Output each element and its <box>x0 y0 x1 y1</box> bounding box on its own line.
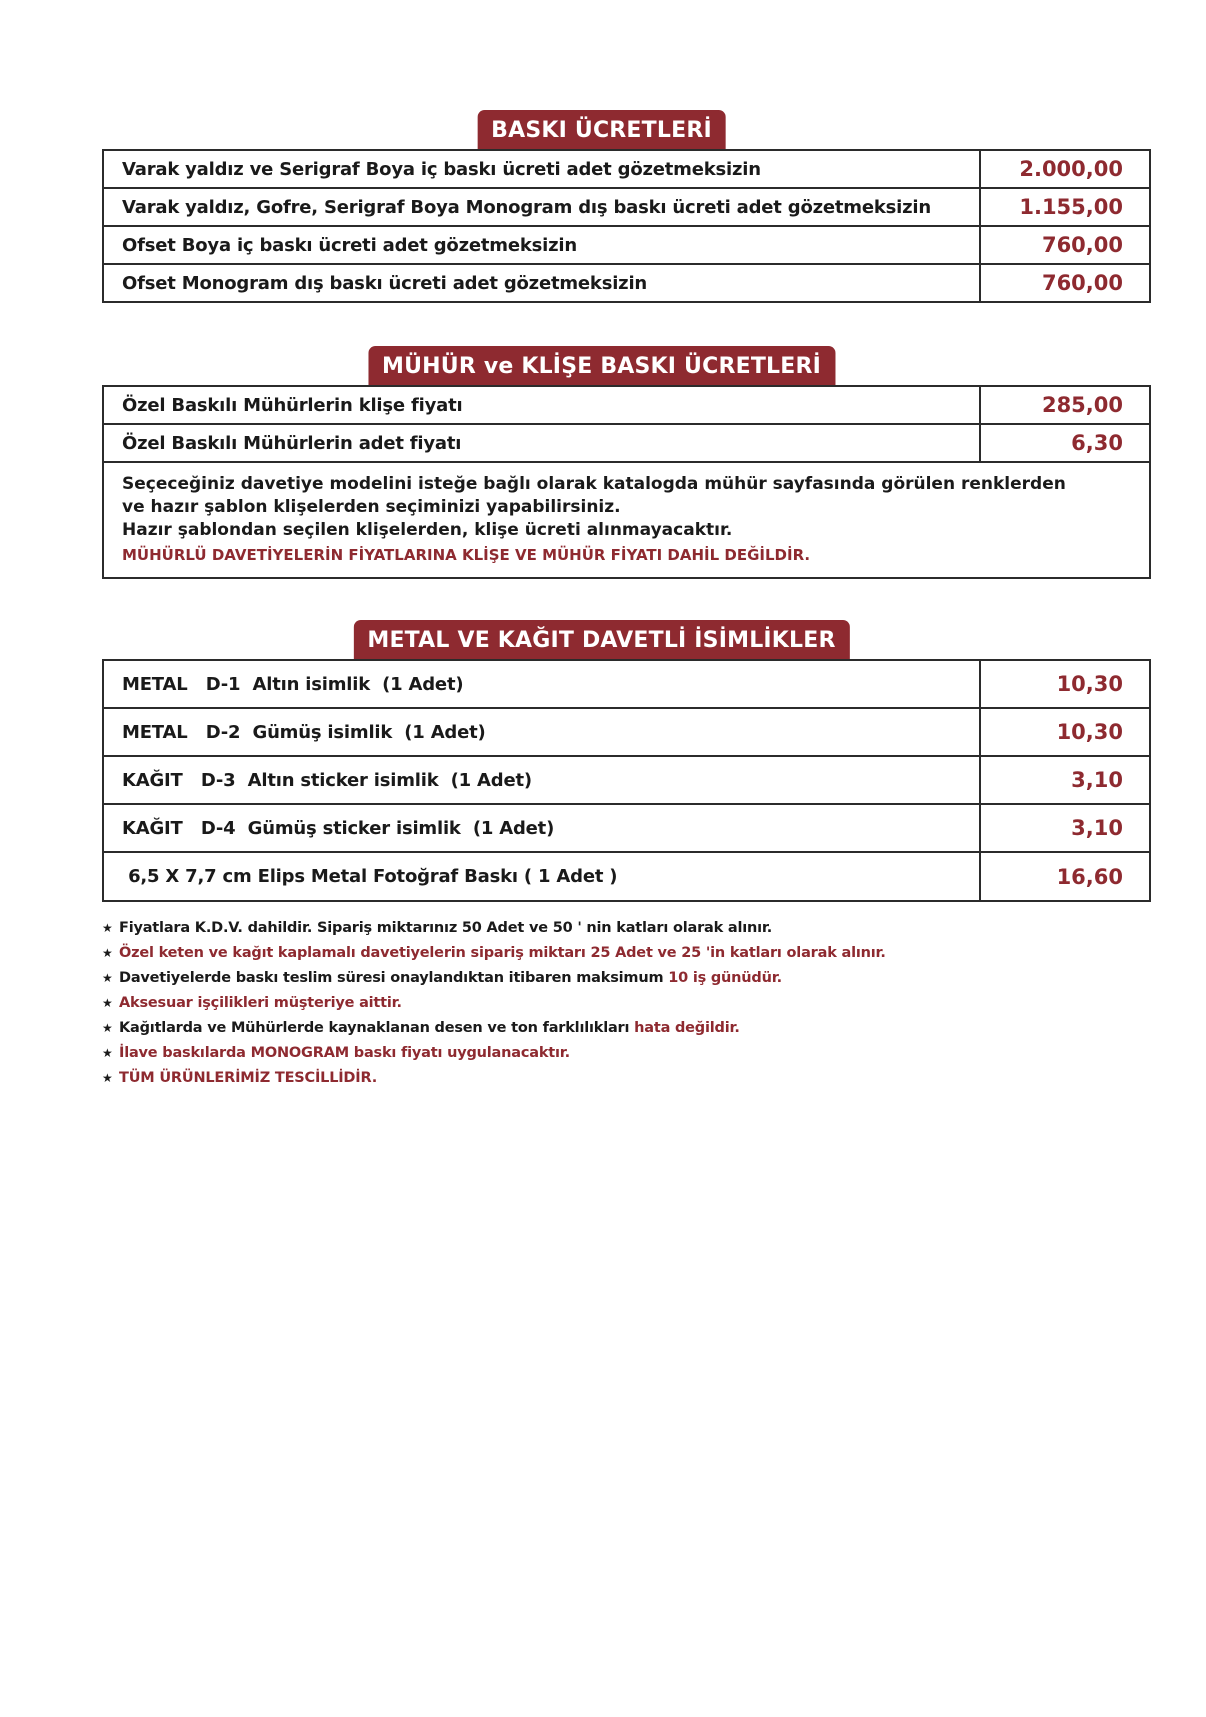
row-price: 1.155,00 <box>980 188 1150 226</box>
table-row <box>103 708 1150 756</box>
star-icon: ★ <box>102 946 113 960</box>
star-icon: ★ <box>102 971 113 985</box>
note-line: ve hazır şablon klişelerden seçiminizi yapabilirsiniz. <box>122 497 621 517</box>
star-icon: ★ <box>102 1046 113 1060</box>
metal-section <box>102 620 1123 910</box>
table-row <box>103 660 1150 708</box>
note-line: Hazır şablondan seçilen klişelerden, klişe ücreti alınmayacaktır. <box>122 520 733 540</box>
footnote <box>102 941 1101 966</box>
note-row <box>103 462 1150 578</box>
row-desc: METAL D-1 Altın isimlik (1 Adet) <box>103 660 980 708</box>
footnote-text: İlave baskılarda MONOGRAM baskı fiyatı uygulanacaktır. <box>119 1045 570 1061</box>
row-price: 3,10 <box>980 756 1150 804</box>
baski-section <box>102 110 1123 304</box>
table-row <box>103 756 1150 804</box>
table-row <box>103 264 1150 302</box>
footnote <box>102 991 1101 1016</box>
row-price: 10,30 <box>980 708 1150 756</box>
note-line: Seçeceğiniz davetiye modelini isteğe bağlı olarak katalogda mühür sayfasında görülen renklerden <box>122 474 1066 494</box>
row-desc: Özel Baskılı Mühürlerin adet fiyatı <box>103 424 980 462</box>
table-row <box>103 424 1150 462</box>
row-price: 10,30 <box>980 660 1150 708</box>
table-row <box>103 150 1150 188</box>
footnote-text: Kağıtlarda ve Mühürlerde kaynaklanan desen ve ton farklılıkları <box>119 1020 635 1036</box>
footnote <box>102 966 1101 991</box>
star-icon: ★ <box>102 1071 113 1085</box>
footnote-highlight: hata değildir. <box>634 1020 740 1036</box>
row-desc: METAL D-2 Gümüş isimlik (1 Adet) <box>103 708 980 756</box>
footnote <box>102 916 1101 941</box>
row-desc: Varak yaldız ve Serigraf Boya iç baskı ücreti adet gözetmeksizin <box>103 150 980 188</box>
row-price: 16,60 <box>980 852 1150 901</box>
star-icon: ★ <box>102 1021 113 1035</box>
muhur-title: MÜHÜR ve KLİŞE BASKI ÜCRETLERİ <box>368 346 835 386</box>
row-desc: Ofset Boya iç baskı ücreti adet gözetmeksizin <box>103 226 980 264</box>
footnote-text: TÜM ÜRÜNLERİMİZ TESCİLLİDİR. <box>119 1070 378 1086</box>
row-desc: KAĞIT D-4 Gümüş sticker isimlik (1 Adet) <box>103 804 980 852</box>
row-price: 2.000,00 <box>980 150 1150 188</box>
row-price: 760,00 <box>980 264 1150 302</box>
footnote <box>102 1066 1101 1091</box>
row-price: 760,00 <box>980 226 1150 264</box>
row-desc: 6,5 X 7,7 cm Elips Metal Fotoğraf Baskı ( 1 Adet ) <box>103 852 980 901</box>
footnote <box>102 1041 1101 1066</box>
baski-title: BASKI ÜCRETLERİ <box>477 110 726 150</box>
row-desc: Varak yaldız, Gofre, Serigraf Boya Monogram dış baskı ücreti adet gözetmeksizin <box>103 188 980 226</box>
metal-table <box>102 659 1151 902</box>
footnote-text: Aksesuar işçilikleri müşteriye aittir. <box>119 995 402 1011</box>
table-row <box>103 852 1150 901</box>
footnotes <box>102 916 1101 1091</box>
row-desc: Özel Baskılı Mühürlerin klişe fiyatı <box>103 386 980 424</box>
metal-title: METAL VE KAĞIT DAVETLİ İSİMLİKLER <box>353 620 849 660</box>
star-icon: ★ <box>102 996 113 1010</box>
row-desc: KAĞIT D-3 Altın sticker isimlik (1 Adet) <box>103 756 980 804</box>
footnote-text: Özel keten ve kağıt kaplamalı davetiyelerin sipariş miktarı 25 Adet ve 25 'in katları olarak alınır. <box>119 945 886 961</box>
footnote <box>102 1016 1101 1041</box>
footnote-highlight: 10 iş günüdür. <box>668 970 782 986</box>
muhur-section <box>102 346 1123 576</box>
muhur-table <box>102 385 1151 579</box>
table-row <box>103 386 1150 424</box>
row-price: 6,30 <box>980 424 1150 462</box>
baski-table <box>102 149 1151 303</box>
footnote-text: Davetiyelerde baskı teslim süresi onaylandıktan itibaren maksimum <box>119 970 669 986</box>
footnote-text: Fiyatlara K.D.V. dahildir. Sipariş miktarınız 50 Adet ve 50 ' nin katları olarak alınır. <box>119 920 773 936</box>
row-price: 3,10 <box>980 804 1150 852</box>
row-desc: Ofset Monogram dış baskı ücreti adet gözetmeksizin <box>103 264 980 302</box>
table-row <box>103 188 1150 226</box>
table-row <box>103 804 1150 852</box>
row-price: 285,00 <box>980 386 1150 424</box>
table-row <box>103 226 1150 264</box>
note-warning: MÜHÜRLÜ DAVETİYELERİN FİYATLARINA KLİŞE VE MÜHÜR FİYATI DAHİL DEĞİLDİR. <box>122 546 811 564</box>
muhur-note <box>103 462 1150 578</box>
star-icon: ★ <box>102 921 113 935</box>
